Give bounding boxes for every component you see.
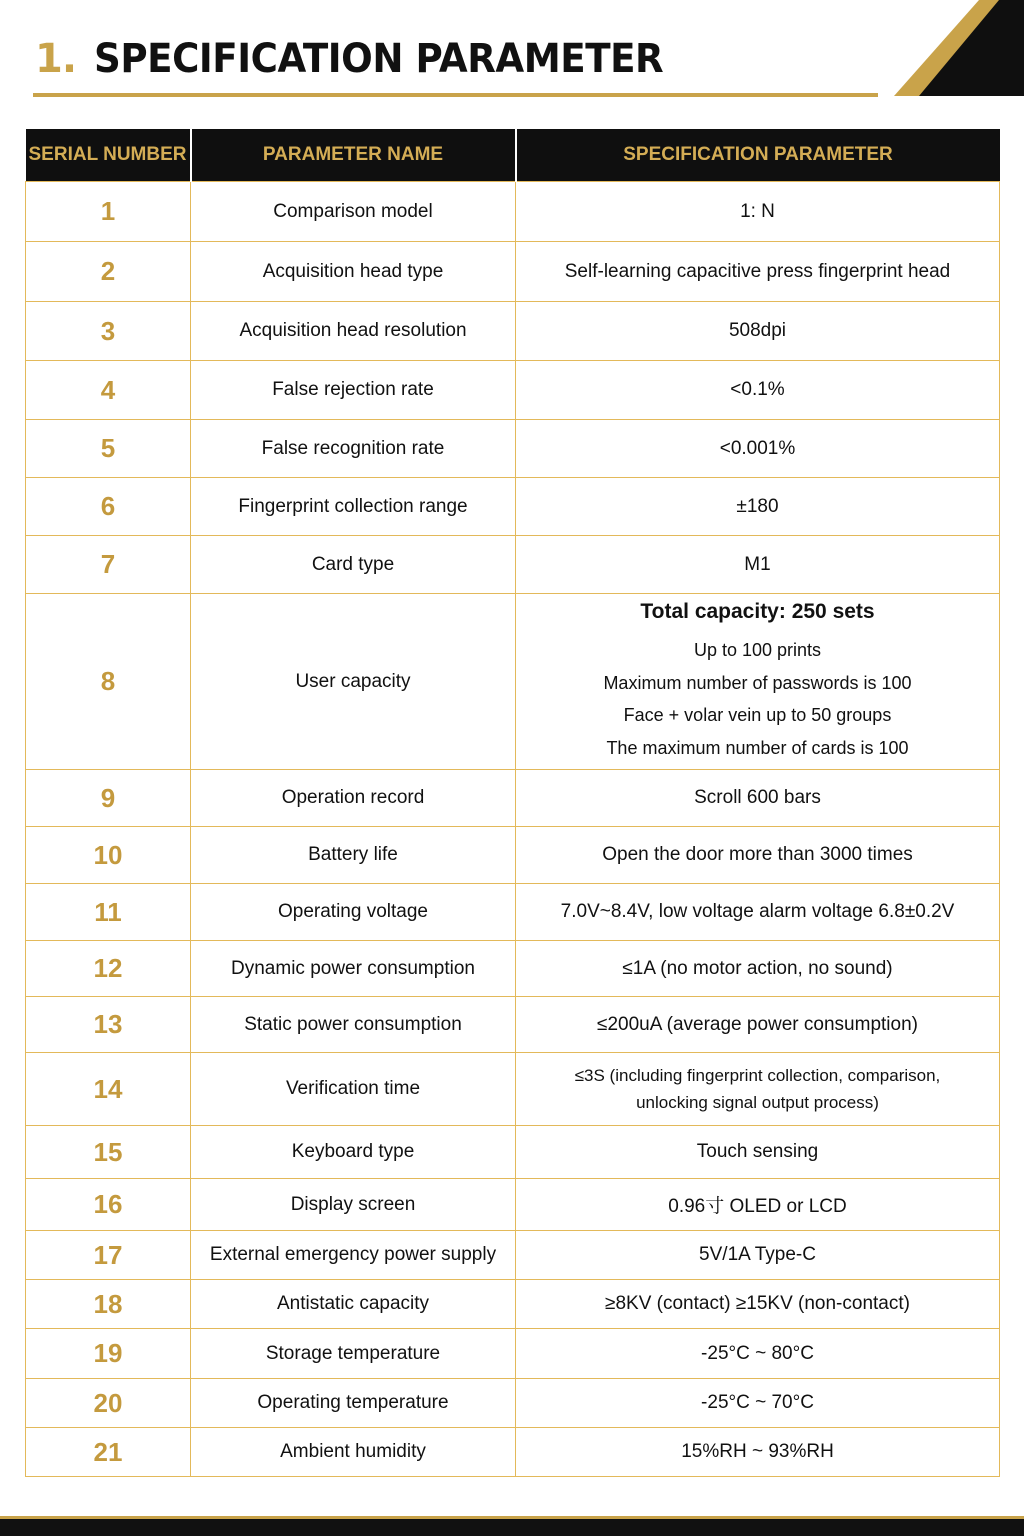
spec-cell (516, 594, 1000, 770)
table-row (26, 884, 1000, 941)
table-row (26, 1428, 1000, 1477)
spec-cell: ≤1A (no motor action, no sound) (516, 941, 1000, 997)
parameter-name-cell: False recognition rate (191, 420, 516, 478)
table-row (26, 1280, 1000, 1329)
table-row (26, 302, 1000, 361)
parameter-name-cell: Acquisition head resolution (191, 302, 516, 361)
table-row (26, 420, 1000, 478)
parameter-name-cell: Card type (191, 536, 516, 594)
spec-cell: 1: N (516, 182, 1000, 242)
spec-cell: ≤200uA (average power consumption) (516, 997, 1000, 1053)
serial-cell: 7 (26, 536, 191, 594)
parameter-name-cell: Battery life (191, 827, 516, 884)
serial-cell: 15 (26, 1126, 191, 1179)
parameter-name-cell: External emergency power supply (191, 1231, 516, 1280)
spec-line: ≤3S (including fingerprint collection, comparison, (574, 1066, 941, 1085)
serial-cell: 5 (26, 420, 191, 478)
table-row (26, 997, 1000, 1053)
spec-cell: 508dpi (516, 302, 1000, 361)
serial-cell: 1 (26, 182, 191, 242)
parameter-name-cell: Antistatic capacity (191, 1280, 516, 1329)
spec-cell: Touch sensing (516, 1126, 1000, 1179)
serial-cell: 6 (26, 478, 191, 536)
parameter-name-cell: Verification time (191, 1053, 516, 1126)
table-row (26, 1379, 1000, 1428)
column-header-parameter-name: PARAMETER NAME (191, 129, 516, 182)
table-row (26, 478, 1000, 536)
spec-cell: 0.96寸 OLED or LCD (516, 1179, 1000, 1231)
parameter-name-cell: Static power consumption (191, 997, 516, 1053)
serial-cell: 16 (26, 1179, 191, 1231)
parameter-name-cell: User capacity (191, 594, 516, 770)
serial-cell: 8 (26, 594, 191, 770)
spec-cell: <0.1% (516, 361, 1000, 420)
table-row (26, 182, 1000, 242)
serial-cell: 13 (26, 997, 191, 1053)
spec-cell: <0.001% (516, 420, 1000, 478)
table-row (26, 827, 1000, 884)
parameter-name-cell: Operating temperature (191, 1379, 516, 1428)
table-row (26, 361, 1000, 420)
serial-cell: 12 (26, 941, 191, 997)
spec-cell: M1 (516, 536, 1000, 594)
parameter-name-cell: Operating voltage (191, 884, 516, 941)
parameter-name-cell: Storage temperature (191, 1329, 516, 1379)
table-header-row (26, 129, 1000, 182)
table-row (26, 941, 1000, 997)
capacity-total: Total capacity: 250 sets (640, 600, 875, 623)
serial-cell: 20 (26, 1379, 191, 1428)
spec-cell: ≥8KV (contact) ≥15KV (non-contact) (516, 1280, 1000, 1329)
parameter-name-cell: False rejection rate (191, 361, 516, 420)
parameter-name-cell: Acquisition head type (191, 242, 516, 302)
serial-cell: 3 (26, 302, 191, 361)
corner-decoration (864, 0, 1024, 96)
title-text: SPECIFICATION PARAMETER (94, 36, 664, 82)
spec-cell (516, 1053, 1000, 1126)
parameter-name-cell: Fingerprint collection range (191, 478, 516, 536)
spec-cell: 5V/1A Type-C (516, 1231, 1000, 1280)
title-number: 1. (35, 36, 77, 82)
spec-cell: -25°C ~ 70°C (516, 1379, 1000, 1428)
spec-cell: Open the door more than 3000 times (516, 827, 1000, 884)
parameter-name-cell: Ambient humidity (191, 1428, 516, 1477)
serial-cell: 4 (26, 361, 191, 420)
column-header-serial: SERIAL NUMBER (26, 129, 191, 182)
capacity-line: Up to 100 prints (693, 640, 822, 660)
parameter-name-cell: Comparison model (191, 182, 516, 242)
spec-cell: Scroll 600 bars (516, 770, 1000, 827)
serial-cell: 17 (26, 1231, 191, 1280)
column-header-specification: SPECIFICATION PARAMETER (516, 129, 1000, 182)
table-row (26, 1053, 1000, 1126)
table-row (26, 1329, 1000, 1379)
serial-cell: 11 (26, 884, 191, 941)
table-row (26, 536, 1000, 594)
parameter-name-cell: Dynamic power consumption (191, 941, 516, 997)
table-row (26, 594, 1000, 770)
table-row (26, 242, 1000, 302)
spec-cell: 15%RH ~ 93%RH (516, 1428, 1000, 1477)
spec-table (25, 129, 1000, 1477)
table-row (26, 1179, 1000, 1231)
capacity-line: Face + volar vein up to 50 groups (623, 705, 892, 725)
parameter-name-cell: Keyboard type (191, 1126, 516, 1179)
spec-cell: -25°C ~ 80°C (516, 1329, 1000, 1379)
table-row (26, 1126, 1000, 1179)
table-row (26, 770, 1000, 827)
serial-cell: 21 (26, 1428, 191, 1477)
capacity-line: Maximum number of passwords is 100 (603, 672, 912, 693)
spec-cell: ±180 (516, 478, 1000, 536)
capacity-line: The maximum number of cards is 100 (606, 737, 909, 758)
serial-cell: 19 (26, 1329, 191, 1379)
page-title (35, 36, 706, 82)
table-row (26, 1231, 1000, 1280)
spec-cell: Self-learning capacitive press fingerprint head (516, 242, 1000, 302)
spec-line: unlocking signal output process) (636, 1093, 879, 1112)
serial-cell: 2 (26, 242, 191, 302)
parameter-name-cell: Operation record (191, 770, 516, 827)
spec-cell: 7.0V~8.4V, low voltage alarm voltage 6.8±0.2V (516, 884, 1000, 941)
serial-cell: 9 (26, 770, 191, 827)
title-underline (33, 93, 878, 97)
serial-cell: 14 (26, 1053, 191, 1126)
serial-cell: 18 (26, 1280, 191, 1329)
serial-cell: 10 (26, 827, 191, 884)
footer-strip (0, 1516, 1024, 1536)
parameter-name-cell: Display screen (191, 1179, 516, 1231)
